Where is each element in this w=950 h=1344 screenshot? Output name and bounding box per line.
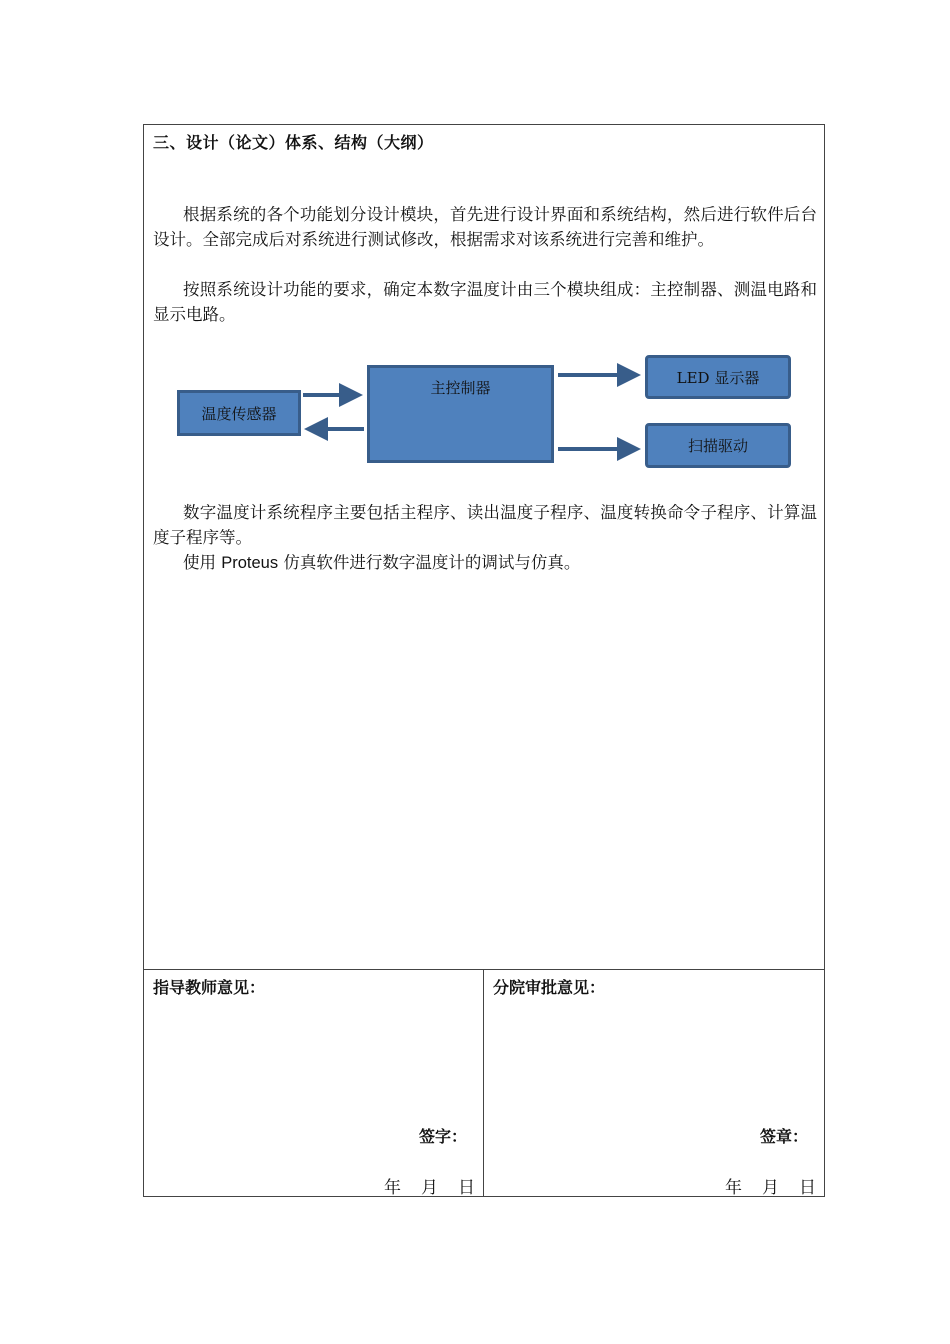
temperature-sensor-block: [177, 390, 301, 436]
main-controller-block: [367, 365, 554, 463]
form-table: [143, 124, 825, 1197]
scan-driver-label: 扫描驱动: [687, 437, 748, 455]
department-approval-title: 分院审批意见：: [493, 978, 606, 997]
advisor-signature-label: 签字：: [418, 1127, 467, 1146]
led-display-block: [645, 355, 791, 399]
block-diagram: [144, 350, 824, 480]
month-label: 月: [762, 1178, 779, 1198]
year-label: 年: [384, 1178, 401, 1198]
paragraph4-suffix: 仿真软件进行数字温度计的调试与仿真。: [278, 553, 581, 572]
temperature-sensor-label: 温度传感器: [201, 404, 277, 423]
design-outline-section: [144, 125, 824, 970]
paragraph-design-modules: 根据系统的各个功能划分设计模块，首先进行设计界面和系统结构，然后进行软件后台设计。全部完成后对系统进行测试修改，根据需求对该系统进行完善和维护。: [153, 205, 817, 249]
software-name: Proteus: [221, 554, 279, 572]
paragraph4-prefix: 使用: [183, 553, 222, 572]
day-label: 日: [799, 1178, 816, 1198]
paragraph-proteus-simulation: [153, 550, 817, 576]
day-label: 日: [458, 1178, 475, 1198]
month-label: 月: [421, 1178, 438, 1198]
department-date-row: [725, 1173, 816, 1198]
section-title: 三、设计（论文）体系、结构（大纲）: [153, 133, 434, 152]
scan-driver-block: [645, 423, 791, 468]
led-display-label: LED 显示器: [676, 368, 760, 387]
department-seal-label: 签章：: [759, 1127, 808, 1146]
main-controller-label: 主控制器: [430, 379, 491, 397]
paragraph-three-modules: 按照系统设计功能的要求，确定本数字温度计由三个模块组成：主控制器、测温电路和显示电路。: [153, 280, 817, 324]
advisor-opinion-cell: [144, 970, 484, 1196]
advisor-opinion-title: 指导教师意见：: [153, 978, 266, 997]
year-label: 年: [725, 1178, 742, 1198]
paragraph-program-structure: 数字温度计系统程序主要包括主程序、读出温度子程序、温度转换命令子程序、计算温度子程序等。: [153, 503, 817, 547]
advisor-date-row: [384, 1173, 475, 1198]
department-approval-cell: [484, 970, 824, 1196]
